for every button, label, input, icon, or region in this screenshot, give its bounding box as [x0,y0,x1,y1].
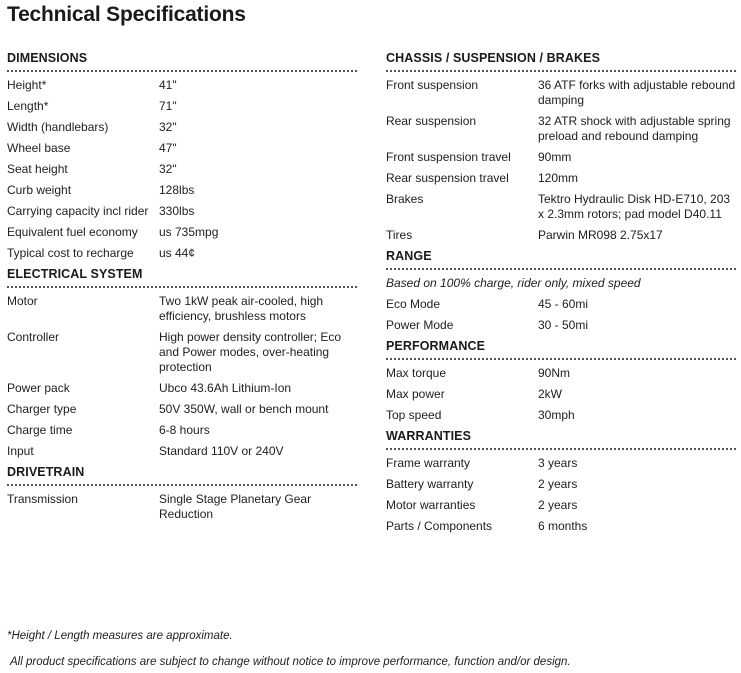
section-drivetrain [7,465,357,522]
spec-value: 3 years [538,456,578,470]
spec-label: Rear suspension travel [386,171,509,185]
spec-label: Tires [386,228,413,242]
spec-value: Standard 110V or 240V [159,444,284,458]
spec-row [386,498,736,513]
spec-value: 2 years [538,477,578,491]
section-title: ELECTRICAL SYSTEM [7,267,357,288]
spec-value: 330lbs [159,204,195,218]
section-electrical-system [7,267,357,459]
spec-row [386,519,736,534]
spec-row [386,114,736,144]
spec-value: 32" [159,162,177,176]
spec-value: 90Nm [538,366,571,380]
spec-label: Power Mode [386,318,454,332]
spec-row [7,120,357,135]
spec-row [7,99,357,114]
spec-label: Charger type [7,402,77,416]
spec-row [386,171,736,186]
spec-value: 6-8 hours [159,423,210,437]
spec-value: 128lbs [159,183,195,197]
right-column [386,51,736,540]
spec-row [7,330,357,375]
spec-row [386,78,736,108]
spec-row [7,294,357,324]
spec-label: Width (handlebars) [7,120,109,134]
spec-label: Length* [7,99,49,113]
spec-label: Motor [7,294,38,308]
spec-label: Height* [7,78,47,92]
page-title: Technical Specifications [7,3,246,26]
spec-label: Carrying capacity incl rider [7,204,149,218]
spec-label: Battery warranty [386,477,474,491]
spec-value: High power density controller; Eco and Power modes, over-heating protection [159,330,342,374]
section-warranties [386,429,736,534]
spec-value: 71" [159,99,177,113]
section-title: WARRANTIES [386,429,736,450]
spec-value: 32" [159,120,177,134]
section-title: DRIVETRAIN [7,465,357,486]
spec-row [386,408,736,423]
spec-label: Input [7,444,34,458]
spec-row [386,297,736,312]
spec-label: Motor warranties [386,498,476,512]
spec-value: 41" [159,78,177,92]
footnote-measures: *Height / Length measures are approximate. [7,630,233,642]
spec-value: Parwin MR098 2.75x17 [538,228,663,242]
spec-label: Max power [386,387,445,401]
spec-label: Typical cost to recharge [7,246,134,260]
spec-value: 2kW [538,387,562,401]
spec-value: us 735mpg [159,225,219,239]
spec-value: 2 years [538,498,578,512]
spec-row [7,381,357,396]
spec-label: Wheel base [7,141,71,155]
spec-label: Top speed [386,408,442,422]
spec-row [7,225,357,240]
spec-row [7,141,357,156]
spec-label: Rear suspension [386,114,477,128]
spec-value: Ubco 43.6Ah Lithium-Ion [159,381,292,395]
spec-row [7,402,357,417]
spec-row [386,477,736,492]
spec-label: Curb weight [7,183,72,197]
spec-label: Controller [7,330,60,344]
spec-label: Max torque [386,366,447,380]
spec-value: us 44¢ [159,246,196,260]
left-column [7,51,357,528]
spec-value: Single Stage Planetary Gear Reduction [159,492,312,521]
spec-row [386,150,736,165]
section-title: RANGE [386,249,736,270]
spec-row [7,444,357,459]
spec-row [386,366,736,381]
spec-row [386,228,736,243]
spec-row [7,492,357,522]
section-performance [386,339,736,423]
spec-row [386,387,736,402]
spec-label: Front suspension [386,78,479,92]
section-range [386,249,736,333]
spec-value: 45 - 60mi [538,297,589,311]
spec-label: Equivalent fuel economy [7,225,138,239]
spec-row [7,204,357,219]
spec-row [386,192,736,222]
spec-value: Two 1kW peak air-cooled, high efficiency, brushless motors [159,294,324,323]
spec-value: 30 - 50mi [538,318,589,332]
spec-label: Eco Mode [386,297,441,311]
spec-row [7,246,357,261]
spec-row [7,183,357,198]
spec-row [386,318,736,333]
section-chassis-suspension-brakes [386,51,736,243]
spec-row [7,423,357,438]
spec-label: Power pack [7,381,70,395]
section-dimensions [7,51,357,261]
section-title: DIMENSIONS [7,51,357,72]
spec-value: 32 ATR shock with adjustable spring preload and rebound damping [538,114,731,143]
spec-value: 47" [159,141,177,155]
spec-label: Front suspension travel [386,150,511,164]
footnote-disclaimer: All product specifications are subject to change without notice to improve performance, function and/or design. [10,656,571,668]
spec-label: Charge time [7,423,73,437]
spec-value: 36 ATF forks with adjustable rebound damping [538,78,736,107]
section-title: PERFORMANCE [386,339,736,360]
spec-label: Frame warranty [386,456,471,470]
spec-label: Seat height [7,162,68,176]
spec-value: 30mph [538,408,575,422]
spec-row [386,456,736,471]
spec-value: Tektro Hydraulic Disk HD-E710, 203 x 2.3mm rotors; pad model D40.11 [538,192,731,221]
spec-label: Brakes [386,192,424,206]
spec-value: 120mm [538,171,579,185]
spec-row [7,162,357,177]
section-title: CHASSIS / SUSPENSION / BRAKES [386,51,736,72]
spec-label: Parts / Components [386,519,493,533]
spec-row [7,78,357,93]
range-note: Based on 100% charge, rider only, mixed speed [386,276,641,290]
spec-value: 6 months [538,519,588,533]
spec-value: 90mm [538,150,572,164]
spec-value: 50V 350W, wall or bench mount [159,402,329,416]
spec-label: Transmission [7,492,78,506]
